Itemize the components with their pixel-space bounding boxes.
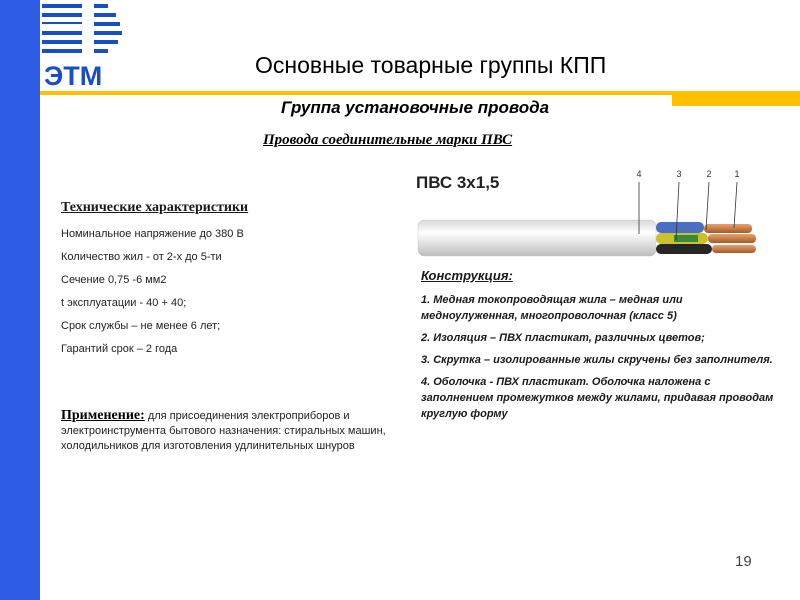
outer-sheath <box>418 220 656 256</box>
construction-heading: Конструкция: <box>421 268 513 283</box>
construction-section <box>421 268 781 428</box>
copper-strand <box>704 224 752 233</box>
marker-2: 2 <box>706 169 712 179</box>
leader-line <box>734 182 737 228</box>
specs-section <box>61 200 381 366</box>
cable-diagram <box>412 160 772 268</box>
spec-item: Количество жил - от 2-х до 5-ти <box>61 251 222 263</box>
spec-item: Сечение 0,75 -6 мм2 <box>61 274 167 286</box>
cable-label: ПВС 3х1,5 <box>416 173 500 192</box>
leader-line <box>706 182 709 230</box>
etm-logo <box>42 0 124 92</box>
page-number: 19 <box>735 553 752 570</box>
logo-text: ЭТМ <box>44 61 103 91</box>
specs-heading: Технические характеристики <box>61 200 249 215</box>
black-core <box>656 244 712 254</box>
group-subtitle: Группа установочные провода <box>280 98 550 117</box>
spec-item: Гарантий срок – 2 года <box>61 343 178 355</box>
page-title: Основные товарные группы КПП <box>255 52 607 78</box>
spec-item: t эксплуатации - 40 + 40; <box>61 297 187 309</box>
usage-text: для присоединения электроприборов и электроинструмента бытового назначения: стиральных машин, холодильников для изготовления удлинительных шнуров <box>61 410 386 452</box>
brand-subtitle: Провода соединительные марки ПВС <box>263 132 513 148</box>
left-accent-bar <box>0 0 40 600</box>
usage-section <box>61 408 391 454</box>
construction-item: 1. Медная токопроводящая жила – медная или медноулуженная, многопроволочная (класс 5) <box>421 294 683 322</box>
construction-item: 2. Изоляция – ПВХ пластикат, различных цветов; <box>421 332 705 344</box>
marker-1: 1 <box>734 169 740 179</box>
spec-item: Номинальное напряжение до 380 В <box>61 228 244 240</box>
marker-4: 4 <box>636 169 642 179</box>
construction-item: 4. Оболочка - ПВХ пластикат. Оболочка наложена с заполнением промежутков между жилами, придавая проводам круглую форму <box>421 376 774 420</box>
usage-label: Применение: <box>61 408 145 423</box>
copper-strand <box>708 234 756 243</box>
spec-item: Срок службы – не менее 6 лет; <box>61 320 221 332</box>
blue-core <box>656 222 704 233</box>
green-stripe <box>674 235 698 242</box>
copper-strand <box>712 245 756 253</box>
construction-item: 3. Скрутка – изолированные жилы скручены без заполнителя. <box>421 354 773 366</box>
marker-3: 3 <box>676 169 682 179</box>
